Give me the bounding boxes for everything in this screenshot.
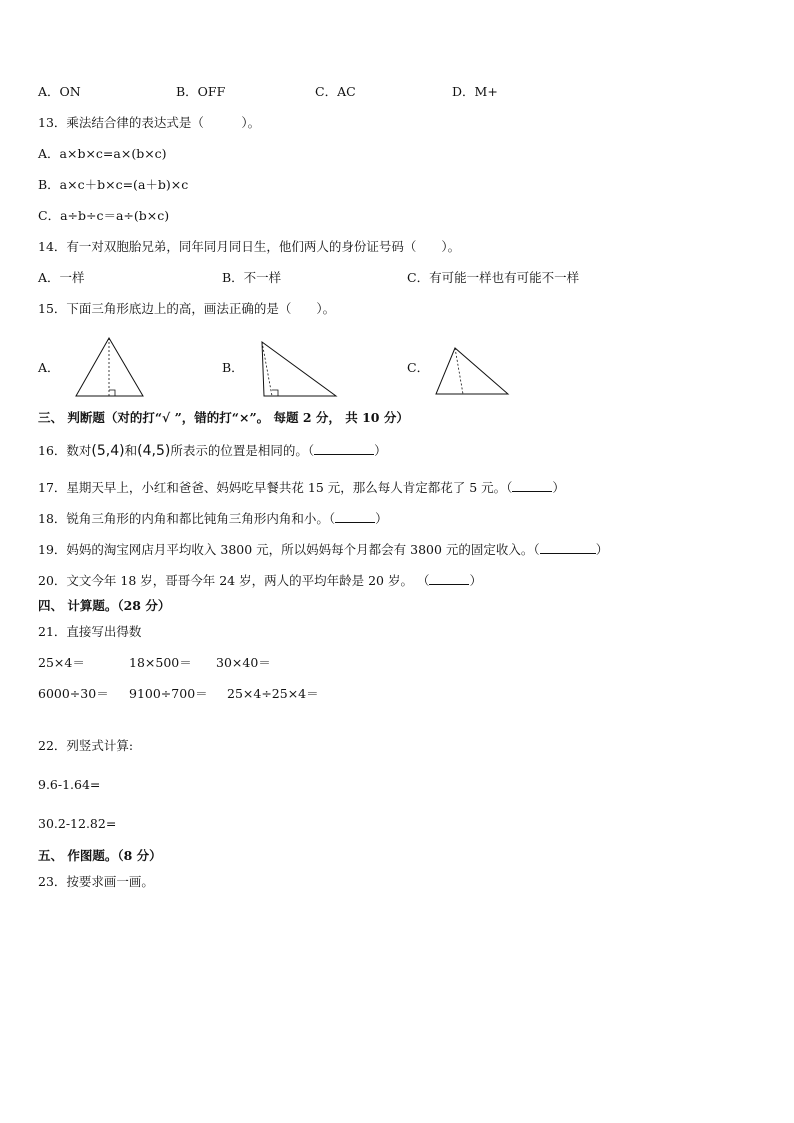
section-5-title: 五、 作图题。（8 分） (38, 848, 162, 863)
question-14-option-c: C．有可能一样也有可能不一样 (407, 270, 580, 285)
option-b-off: B．OFF (176, 84, 226, 99)
question-15-option-a-label: A． (38, 360, 60, 375)
triangle-c-figure (434, 346, 510, 398)
question-18-answer-blank[interactable] (335, 510, 375, 523)
question-16-prefix: 16．数对 (38, 443, 92, 458)
question-21-stem: 21．直接写出得数 (38, 624, 142, 639)
calc-25x4: 25×4＝ (38, 655, 85, 670)
question-14-option-b: B．不一样 (222, 270, 282, 285)
question-13-stem: 13．乘法结合律的表达式是（ ）。 (38, 115, 261, 130)
question-23-stem: 23．按要求画一画。 (38, 874, 154, 889)
triangle-a-figure (74, 336, 146, 398)
question-17-end: ） (552, 480, 565, 495)
question-16-suffix: 所表示的位置是相同的。（ (170, 443, 315, 458)
vertical-calc-2: 30.2-12.82= (38, 816, 117, 831)
section-4-title: 四、 计算题。（28 分） (38, 598, 171, 613)
question-17-answer-blank[interactable] (512, 479, 552, 492)
option-c-ac: C．AC (315, 84, 356, 99)
question-20 (38, 572, 482, 589)
section-3-title: 三、 判断题（对的打“√ ”，错的打“×”。 每题 2 分， 共 10 分） (38, 410, 409, 425)
option-d-mplus: D．M+ (452, 84, 498, 99)
question-18-text: 18．锐角三角形的内角和都比钝角三角形内角和小。（ (38, 511, 336, 526)
question-16-mid: 和 (124, 443, 138, 458)
question-16-pair2: (4,5) (137, 443, 171, 459)
question-20-text: 20．文文今年 18 岁，哥哥今年 24 岁，两人的平均年龄是 20 岁。 （ (38, 573, 430, 588)
question-13-option-b: B．a×c＋b×c=(a＋b)×c (38, 177, 189, 192)
option-a-on: A．ON (38, 84, 81, 99)
question-19-answer-blank[interactable] (540, 541, 596, 554)
question-19-text: 19．妈妈的淘宝网店月平均收入 3800 元，所以妈妈每个月都会有 3800 元的固定收入。（ (38, 542, 540, 557)
question-18-end: ） (375, 511, 388, 526)
calc-9100div700: 9100÷700＝ (129, 686, 208, 701)
question-13-option-a: A．a×b×c=a×(b×c) (38, 146, 167, 161)
calc-6000div30: 6000÷30＝ (38, 686, 109, 701)
question-19 (38, 541, 608, 558)
calc-18x500: 18×500＝ (129, 655, 192, 670)
question-20-end: ） (469, 573, 482, 588)
question-15-option-c-label: C． (407, 360, 430, 375)
question-20-answer-blank[interactable] (429, 572, 469, 585)
question-16-end: ） (374, 443, 387, 458)
question-17 (38, 479, 565, 496)
vertical-calc-1: 9.6-1.64= (38, 777, 101, 792)
question-14-option-a: A．一样 (38, 270, 85, 285)
question-18 (38, 510, 388, 527)
question-14-stem: 14．有一对双胞胎兄弟，同年同月同日生，他们两人的身份证号码（ ）。 (38, 239, 461, 254)
question-16 (38, 442, 387, 459)
question-15-option-b-label: B． (222, 360, 244, 375)
question-13-option-c: C．a÷b÷c＝a÷(b×c) (38, 208, 170, 223)
question-16-pair1: (5,4) (91, 443, 125, 459)
question-16-answer-blank[interactable] (314, 442, 374, 455)
question-17-text: 17．星期天早上，小红和爸爸、妈妈吃早餐共花 15 元，那么每人肯定都花了 5 元。（ (38, 480, 513, 495)
triangle-b-figure (258, 340, 338, 398)
question-15-stem: 15．下面三角形底边上的高，画法正确的是（ ）。 (38, 301, 336, 316)
question-22-stem: 22．列竖式计算: (38, 738, 134, 753)
calc-30x40: 30×40＝ (216, 655, 271, 670)
calc-25x4div25x4: 25×4÷25×4＝ (227, 686, 319, 701)
question-19-end: ） (595, 542, 609, 557)
